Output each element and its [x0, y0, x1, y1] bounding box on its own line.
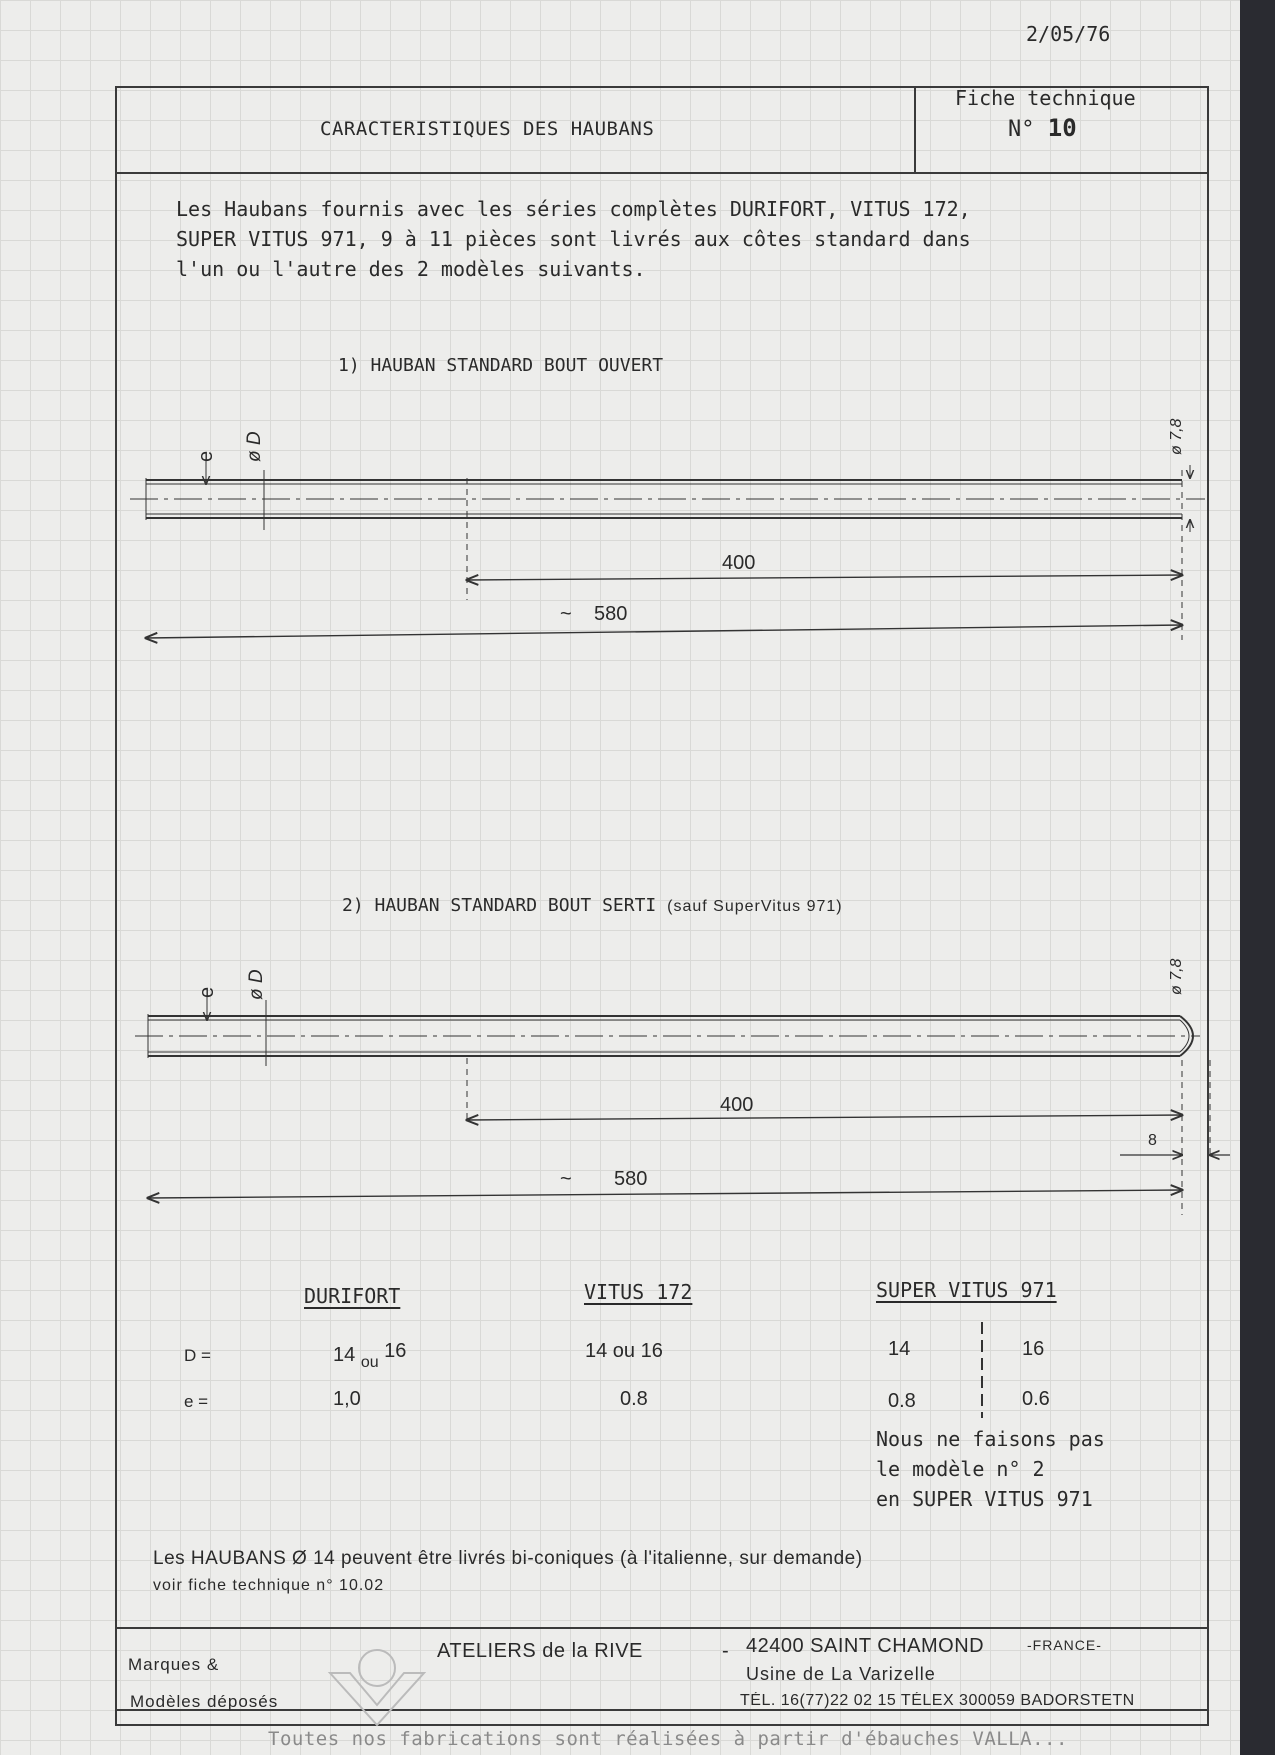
footer-phone: TÉL. 16(77)22 02 15 TÉLEX 300059 BADORSTETN	[740, 1692, 1135, 1709]
biconical-note: Les HAUBANS Ø 14 peuvent être livrés bi-coniques (à l'italienne, sur demande)	[153, 1548, 863, 1569]
model2-heading-text: 2) HAUBAN STANDARD BOUT SERTI	[342, 895, 657, 916]
model2-outer-diameter-label: ø 7,8	[1168, 958, 1185, 995]
footer-modeles: Modèles déposés	[130, 1692, 279, 1711]
model2-heading-note: (sauf SuperVitus 971)	[667, 898, 843, 915]
intro-line: Les Haubans fournis avec les séries complètes DURIFORT, VITUS 172,	[176, 197, 971, 221]
super-vitus-d-value-b: 16	[1022, 1338, 1045, 1360]
footer-dash: -	[722, 1640, 730, 1662]
footer-usine: Usine de La Varizelle	[746, 1664, 936, 1684]
vitus-d-value: 14 ou 16	[585, 1340, 663, 1362]
fiche-number-value: 10	[1047, 114, 1077, 142]
footer-country: -FRANCE-	[1027, 1637, 1102, 1653]
table-header-super-vitus-971: SUPER VITUS 971	[876, 1278, 1057, 1302]
table-header-durifort: DURIFORT	[304, 1284, 401, 1308]
model-note	[876, 1424, 1105, 1514]
note-line: le modèle n° 2	[876, 1457, 1045, 1481]
model2-dim-8: 8	[1148, 1132, 1157, 1149]
model1-diameter-label: ø D	[244, 431, 265, 462]
durifort-d-or: ou	[360, 1354, 379, 1371]
model2-diameter-label: ø D	[246, 969, 267, 1000]
model2-e-label: e	[196, 986, 218, 998]
model2-dim-580: 580	[614, 1168, 648, 1190]
footer-address: 42400 SAINT CHAMOND	[746, 1635, 985, 1657]
super-vitus-d-value-a: 14	[888, 1338, 911, 1360]
durifort-d-second: 16	[384, 1340, 407, 1362]
intro-line: l'un ou l'autre des 2 modèles suivants.	[176, 257, 646, 281]
super-vitus-e-value-a: 0.8	[888, 1390, 916, 1412]
tube-drawing-crimped-end	[135, 992, 1230, 1215]
super-vitus-e-value-b: 0.6	[1022, 1388, 1050, 1410]
model1-dim-400: 400	[722, 552, 756, 574]
footer-marques: Marques &	[128, 1655, 220, 1674]
model2-approx-sign: ~	[560, 1168, 572, 1190]
table-header-vitus-172: VITUS 172	[584, 1280, 693, 1304]
tube-drawing-open-end	[130, 455, 1205, 640]
footer-company: ATELIERS de la RIVE	[437, 1640, 643, 1662]
model1-approx-sign: ~	[560, 603, 572, 625]
company-logo	[330, 1650, 424, 1725]
model1-e-label: e	[195, 450, 217, 462]
note-line: en SUPER VITUS 971	[876, 1487, 1093, 1511]
document-title: CARACTERISTIQUES DES HAUBANS	[320, 118, 655, 140]
vitus-e-value: 0.8	[620, 1388, 648, 1410]
model1-heading: 1) HAUBAN STANDARD BOUT OUVERT	[338, 355, 664, 376]
durifort-d-first: 14	[333, 1344, 356, 1366]
model2-dim-400: 400	[720, 1094, 754, 1116]
fiche-prefix: N°	[1008, 117, 1035, 142]
note-line: Nous ne faisons pas	[876, 1427, 1105, 1451]
row-label-d: D =	[184, 1346, 211, 1365]
intro-line: SUPER VITUS 971, 9 à 11 pièces sont livrés aux côtes standard dans	[176, 227, 971, 251]
model1-dim-580: 580	[594, 603, 628, 625]
durifort-e-value: 1,0	[333, 1388, 361, 1410]
footer-bottom-line: Toutes nos fabrications sont réalisées à partir d'ébauches VALLA...	[268, 1728, 1068, 1750]
see-technical-sheet-note: voir fiche technique n° 10.02	[153, 1577, 385, 1594]
row-label-e: e =	[184, 1392, 209, 1411]
fiche-label: Fiche technique	[955, 86, 1136, 110]
model1-outer-diameter-label: ø 7,8	[1168, 418, 1185, 455]
date: 2/05/76	[1026, 22, 1111, 46]
durifort-d-value	[333, 1340, 407, 1371]
